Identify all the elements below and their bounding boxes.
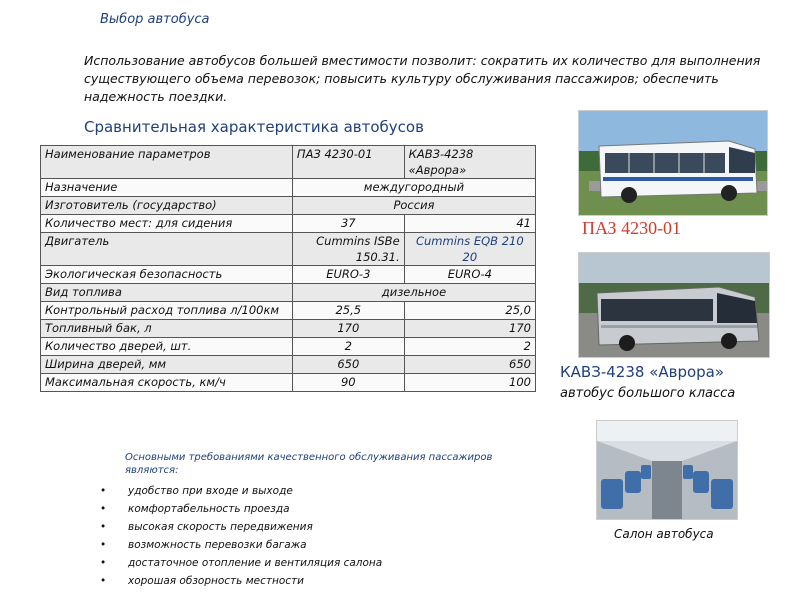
intro-text: Использование автобусов большей вместимости позволит: сократить их количество для выполнения существующего объема перевозок; повысить культуру обслуживания пассажиров; обеспечить надежность поездки. [84,53,761,104]
paz-cell: 170 [292,320,404,338]
table-row [41,215,536,233]
kavz-cell: EURO-4 [404,266,535,284]
paz-cell: 37 [292,215,404,233]
param-cell: Максимальная скорость, км/ч [41,374,293,392]
table-row [41,338,536,356]
paz-caption: ПАЗ 4230-01 [582,218,682,238]
paz-cell: 90 [292,374,404,392]
paz-cell: 25,5 [292,302,404,320]
slide-title: Выбор автобуса [100,12,210,27]
table-title: Сравнительная характеристика автобусов [84,118,424,136]
kavz-cell: 100 [404,374,535,392]
param-cell: Топливный бак, л [41,320,293,338]
kavz-subcaption: автобус большого класса [560,386,736,401]
kavz-caption: КАВЗ-4238 «Аврора» [560,363,725,381]
param-cell: Назначение [41,179,293,197]
table-row [41,179,536,197]
table-row [41,284,536,302]
paz-cell: EURO-3 [292,266,404,284]
list-item: • комфортабельность проезда [100,500,382,518]
kavz-cell: Cummins EQB 210 20 [404,233,535,266]
kavz-bus-photo [578,252,770,358]
header-paz: ПАЗ 4230-01 [292,146,404,179]
list-item: • возможность перевозки багажа [100,536,382,554]
param-cell: Количество мест: для сидения [41,215,293,233]
list-item: • хорошая обзорность местности [100,572,382,590]
list-item: • удобство при входе и выходе [100,482,382,500]
table-header-row [41,146,536,179]
table-row [41,266,536,284]
list-item: • высокая скорость передвижения [100,518,382,536]
param-cell: Экологическая безопасность [41,266,293,284]
requirements-list [100,482,382,590]
paz-cell: 650 [292,356,404,374]
kavz-cell: 170 [404,320,535,338]
table-row [41,197,536,215]
param-cell: Вид топлива [41,284,293,302]
header-param: Наименование параметров [41,146,293,179]
kavz-cell: 650 [404,356,535,374]
requirements-intro: Основными требованиями качественного обслуживания пассажиров являются: [125,452,493,476]
spec-table [40,145,536,392]
kavz-cell: 25,0 [404,302,535,320]
bus-interior-photo [596,420,738,520]
kavz-cell: 2 [404,338,535,356]
param-cell: Двигатель [41,233,293,266]
kavz-cell: 41 [404,215,535,233]
table-row [41,374,536,392]
paz-cell: Cummins ISBe 150.31. [292,233,404,266]
param-cell: Ширина дверей, мм [41,356,293,374]
param-cell: Количество дверей, шт. [41,338,293,356]
shared-cell: дизельное [292,284,535,302]
param-cell: Изготовитель (государство) [41,197,293,215]
shared-cell: междугородный [292,179,535,197]
param-cell: Контрольный расход топлива л/100км [41,302,293,320]
shared-cell: Россия [292,197,535,215]
table-row [41,302,536,320]
list-item: • достаточное отопление и вентиляция салона [100,554,382,572]
paz-bus-photo [578,110,768,216]
interior-caption: Салон автобуса [614,527,714,541]
table-row [41,320,536,338]
table-row [41,233,536,266]
paz-cell: 2 [292,338,404,356]
table-row [41,356,536,374]
header-kavz: КАВЗ-4238 «Аврора» [404,146,535,179]
